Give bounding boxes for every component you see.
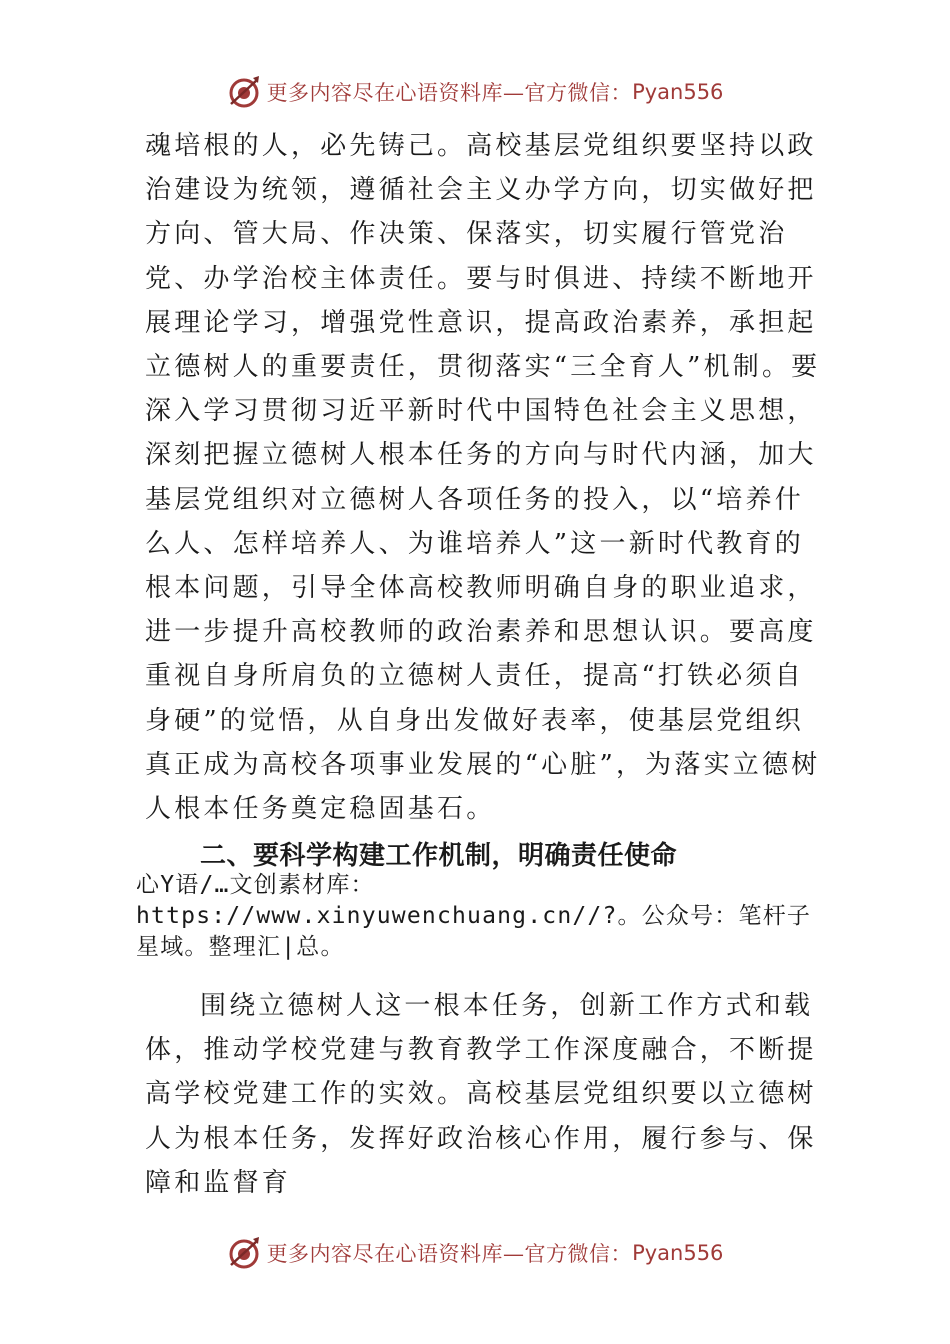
banner-wechat-handle: Pyan556 bbox=[632, 1241, 724, 1265]
body-paragraph-2 bbox=[145, 984, 845, 1205]
header-watermark-banner bbox=[0, 72, 950, 112]
body-paragraph-2-text: 围绕立德树人这一根本任务，创新工作方式和载体，推动学校党建与教育教学工作深度融合，不断提高学校党建工作的实效。高校基层党组织要以立德树人为根本任务，发挥好政治核心作用，履行参与、保障和监督育 bbox=[145, 991, 817, 1198]
banner-wechat-handle: Pyan556 bbox=[632, 80, 724, 104]
brand-logo-icon bbox=[227, 74, 263, 110]
body-paragraph-1: 魂培根的人，必先铸己。高校基层党组织要坚持以政治建设为统领，遵循社会主义办学方向，切实做好把方向、管大局、作决策、保落实，切实履行管党治党、办学治校主体责任。要与时俱进、持续不断地开展理论学习，增强党性意识，提高政治素养，承担起立德树人的重要责任，贯彻落实“三全育人”机制。要深入学习贯彻习近平新时代中国特色社会主义思想，深刻把握立德树人根本任务的方向与时代内涵，加大基层党组织对立德树人各项任务的投入，以“培养什么人、怎样培养人、为谁培养人”这一新时代教育的根本问题，引导全体高校教师明确自身的职业追求，进一步提升高校教师的政治素养和思想认识。要高度重视自身所肩负的立德树人责任，提高“打铁必须自身硬”的觉悟，从自身出发做好表率，使基层党组织真正成为高校各项事业发展的“心脏”，为落实立德树人根本任务奠定稳固基石。 bbox=[145, 131, 821, 825]
footer-watermark-banner bbox=[0, 1233, 950, 1273]
section-heading: 二、要科学构建工作机制，明确责任使命 bbox=[200, 841, 678, 871]
banner-text: 更多内容尽在心语资料库—官方微信： bbox=[266, 1242, 633, 1266]
source-note: 心Y语/…文创素材库：https://www.xinyuwenchuang.cn//?。公众号：笔杆子星域。整理汇|总。 bbox=[136, 872, 812, 960]
banner-text: 更多内容尽在心语资料库—官方微信： bbox=[266, 81, 633, 105]
brand-logo-icon bbox=[227, 1235, 263, 1271]
